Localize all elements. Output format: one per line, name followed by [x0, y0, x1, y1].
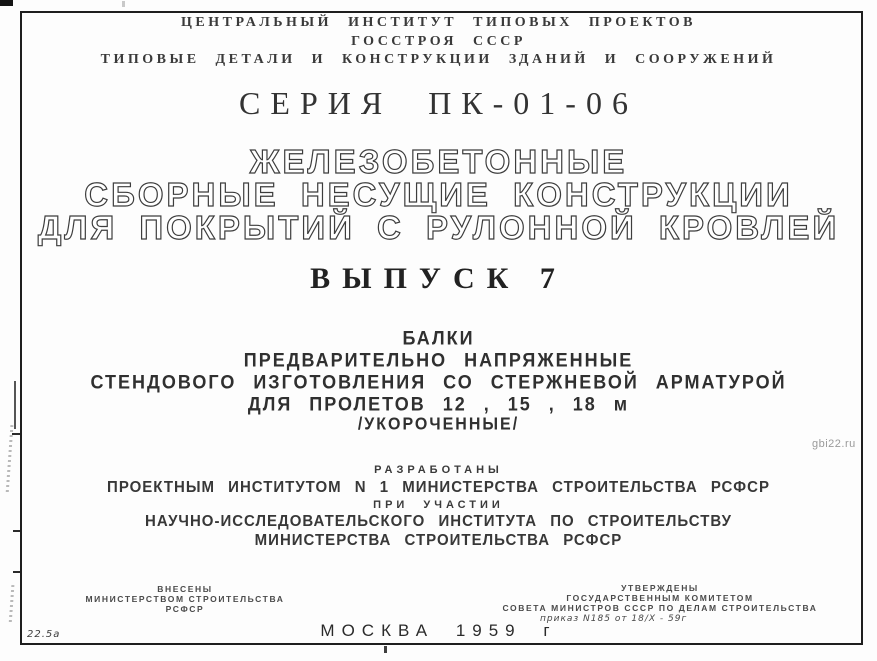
title-line-1: ЖЕЛЕЗОБЕТОННЫЕ: [249, 143, 628, 180]
approved-line-1: ГОСУДАРСТВЕННЫМ КОМИТЕТОМ: [566, 593, 754, 603]
submitted-line-1: МИНИСТЕРСТВОМ СТРОИТЕЛЬСТВА: [85, 594, 285, 604]
subject-shortened: /УКОРОЧЕННЫЕ/: [357, 415, 520, 434]
scan-top-dash: [122, 1, 125, 7]
header-gosstroy: ГОССТРОЯ СССР: [351, 34, 526, 49]
approved-line-2: СОВЕТА МИНИСТРОВ СССР ПО ДЕЛАМ СТРОИТЕЛЬСТВА: [502, 603, 818, 613]
subject-bench-made: СТЕНДОВОГО ИЗГОТОВЛЕНИЯ СО СТЕРЖНЕВОЙ АРМАТУРОЙ: [90, 371, 787, 393]
approval-order-note: приказ N185 от 18/Х - 59г: [540, 614, 688, 624]
approved-heading: УТВЕРЖДЕНЫ: [621, 583, 699, 593]
submitted-heading: ВНЕСЕНЫ: [157, 584, 213, 594]
header-typical-details: ТИПОВЫЕ ДЕТАЛИ И КОНСТРУКЦИИ ЗДАНИЙ И СООРУЖЕНИЙ: [100, 52, 777, 67]
developed-institute-3: МИНИСТЕРСТВА СТРОИТЕЛЬСТВА РСФСР: [254, 531, 623, 550]
issue-number: ВЫПУСК 7: [310, 262, 567, 295]
approved-block: [500, 583, 820, 624]
title-line-3: ДЛЯ ПОКРЫТИЙ С РУЛОННОЙ КРОВЛЕЙ: [37, 209, 840, 246]
scan-corner-mark: [0, 0, 13, 6]
header-institute: ЦЕНТРАЛЬНЫЙ ИНСТИТУТ ТИПОВЫХ ПРОЕКТОВ: [181, 15, 696, 30]
subject-prestressed: ПРЕДВАРИТЕЛЬНО НАПРЯЖЕННЫЕ: [243, 349, 634, 371]
developed-heading: РАЗРАБОТАНЫ: [374, 464, 503, 476]
place-year: МОСКВА 1959 г: [320, 621, 557, 640]
site-watermark: gbi22.ru: [812, 438, 856, 450]
participation-label: ПРИ УЧАСТИИ: [373, 499, 504, 511]
sheet-number-annotation: 22.5а: [27, 629, 61, 640]
title-line-2: СБОРНЫЕ НЕСУЩИЕ КОНСТРУКЦИИ: [84, 176, 793, 213]
submitted-line-2: РСФСР: [165, 604, 205, 614]
subject-beams: БАЛКИ: [402, 327, 475, 349]
developed-institute-2: НАУЧНО-ИССЛЕДОВАТЕЛЬСКОГО ИНСТИТУТА ПО СТРОИТЕЛЬСТВУ: [144, 512, 733, 531]
bottom-tick: [384, 646, 387, 653]
margin-handwriting: [9, 585, 15, 625]
series-designation: СЕРИЯ ПК-01-06: [239, 85, 638, 121]
subject-spans: ДЛЯ ПРОЛЕТОВ 12 , 15 , 18 м: [247, 393, 630, 415]
submitted-block: [75, 584, 295, 614]
developed-institute-1: ПРОЕКТНЫМ ИНСТИТУТОМ N 1 МИНИСТЕРСТВА СТРОИТЕЛЬСТВА РСФСР: [107, 478, 770, 497]
